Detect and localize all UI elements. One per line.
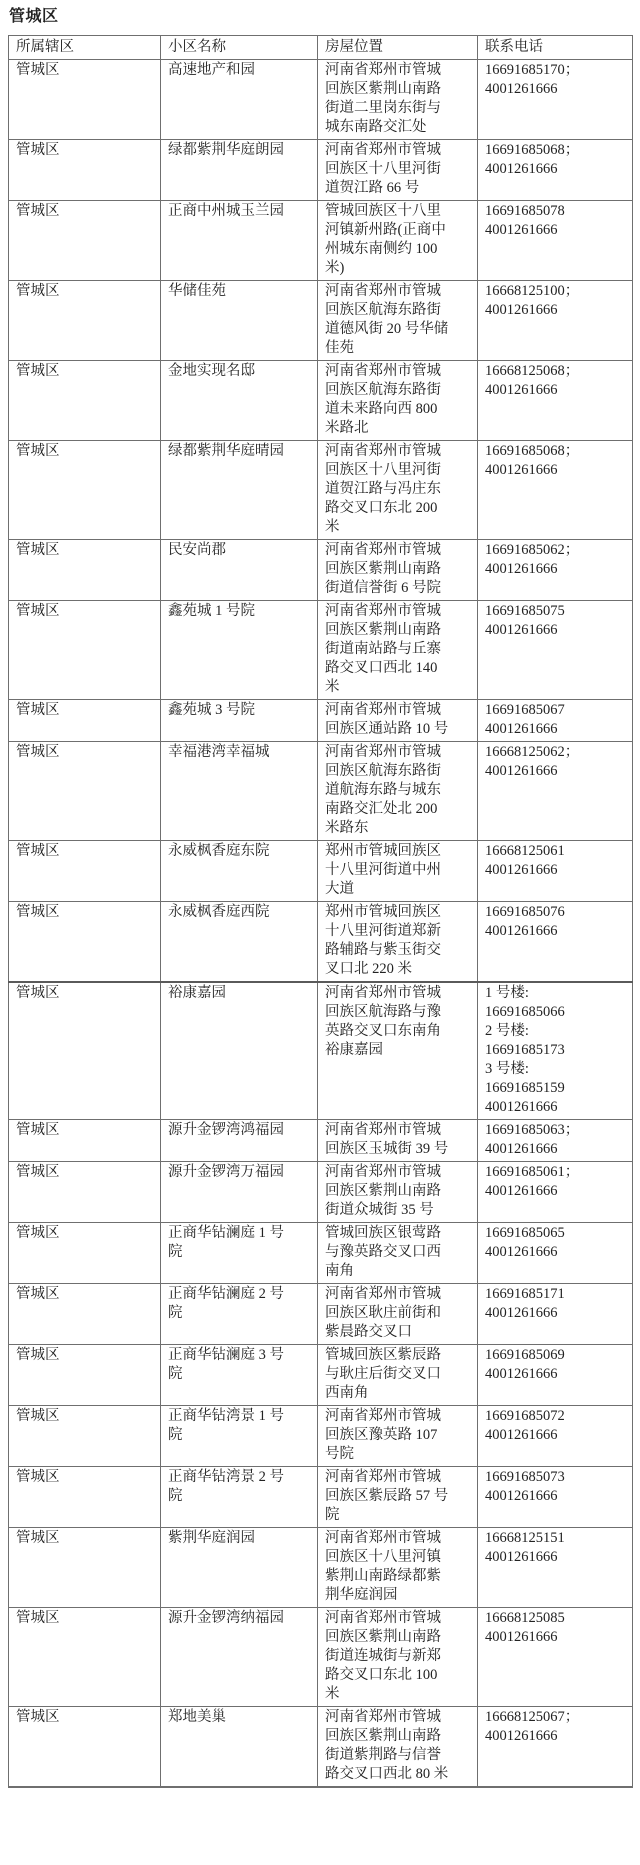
phone-line: 4001261666	[485, 1427, 558, 1443]
phone-line: 4001261666	[485, 1728, 558, 1744]
phone-line: 4001261666	[485, 1488, 558, 1504]
phone-cell	[478, 902, 633, 983]
phone-line: 4001261666	[485, 1629, 558, 1645]
table-row	[9, 1707, 633, 1788]
table-row	[9, 1406, 633, 1467]
table-row	[9, 361, 633, 441]
location-cell: 河南省郑州市管城回族区紫辰路 57 号院	[318, 1467, 478, 1528]
header-cell-community-name: 小区名称	[161, 36, 318, 60]
district-cell: 管城区	[9, 601, 161, 700]
phone-line: 16691685078	[485, 203, 565, 219]
phone-line: 4001261666	[485, 462, 558, 478]
phone-line: 4001261666	[485, 1244, 558, 1260]
phone-cell	[478, 1345, 633, 1406]
community-name-cell: 紫荆华庭润园	[161, 1528, 318, 1608]
phone-cell	[478, 60, 633, 140]
community-name-cell: 正商中州城玉兰园	[161, 201, 318, 281]
location-cell: 河南省郑州市管城回族区十八里河镇紫荆山南路绿都紫荆华庭润园	[318, 1528, 478, 1608]
district-cell: 管城区	[9, 1528, 161, 1608]
phone-line: 4001261666	[485, 923, 558, 939]
table-row	[9, 1467, 633, 1528]
district-cell: 管城区	[9, 700, 161, 742]
community-name-cell: 高速地产和园	[161, 60, 318, 140]
phone-cell	[478, 441, 633, 540]
location-cell: 河南省郑州市管城回族区航海东路街道未来路向西 800 米路北	[318, 361, 478, 441]
phone-line: 16668125151	[485, 1530, 565, 1546]
table-row	[9, 540, 633, 601]
phone-line: 4001261666	[485, 763, 558, 779]
phone-line: 16691685069	[485, 1347, 565, 1363]
table-row	[9, 601, 633, 700]
phone-line: 1 号楼:	[485, 985, 529, 1001]
page-title: 管城区	[9, 8, 59, 25]
location-cell: 河南省郑州市管城回族区航海东路街道航海东路与城东南路交汇处北 200 米路东	[318, 742, 478, 841]
phone-cell	[478, 982, 633, 1120]
location-cell: 管城回族区十八里河镇新州路(正商中州城东南侧约 100 米)	[318, 201, 478, 281]
phone-line: 16691685072	[485, 1408, 565, 1424]
community-name-cell: 绿都紫荆华庭朗园	[161, 140, 318, 201]
district-cell: 管城区	[9, 1467, 161, 1528]
community-name-cell: 民安尚郡	[161, 540, 318, 601]
phone-line: 16668125085	[485, 1610, 565, 1626]
phone-line: 4001261666	[485, 161, 558, 177]
district-cell: 管城区	[9, 441, 161, 540]
location-cell: 河南省郑州市管城回族区耿庄前街和紫晨路交叉口	[318, 1284, 478, 1345]
location-cell: 河南省郑州市管城回族区紫荆山南路街道连城街与新郑路交叉口东北 100 米	[318, 1608, 478, 1707]
district-cell: 管城区	[9, 201, 161, 281]
district-cell: 管城区	[9, 60, 161, 140]
phone-line: 4001261666	[485, 81, 558, 97]
district-cell: 管城区	[9, 1223, 161, 1284]
community-name-cell: 鑫苑城 1 号院	[161, 601, 318, 700]
phone-cell	[478, 281, 633, 361]
phone-line: 3 号楼:	[485, 1061, 529, 1077]
district-cell: 管城区	[9, 1707, 161, 1788]
phone-cell	[478, 1284, 633, 1345]
phone-line: 16691685171	[485, 1286, 565, 1302]
location-cell: 河南省郑州市管城回族区紫荆山南路街道二里岗东街与城东南路交汇处	[318, 60, 478, 140]
community-name-cell: 正商华钻澜庭 2 号院	[161, 1284, 318, 1345]
community-name-cell: 源升金锣湾万福园	[161, 1162, 318, 1223]
location-cell: 河南省郑州市管城回族区通站路 10 号	[318, 700, 478, 742]
district-cell: 管城区	[9, 1162, 161, 1223]
community-name-cell: 正商华钻湾景 1 号院	[161, 1406, 318, 1467]
table-row	[9, 1345, 633, 1406]
table-row	[9, 982, 633, 1120]
table-row	[9, 902, 633, 983]
location-cell: 河南省郑州市管城回族区紫荆山南路街道众城街 35 号	[318, 1162, 478, 1223]
table-row	[9, 201, 633, 281]
phone-cell	[478, 841, 633, 902]
community-name-cell: 永威枫香庭西院	[161, 902, 318, 983]
district-cell: 管城区	[9, 540, 161, 601]
district-cell: 管城区	[9, 1345, 161, 1406]
community-name-cell: 绿都紫荆华庭晴园	[161, 441, 318, 540]
location-cell: 郑州市管城回族区十八里河街道郑新路辅路与紫玉街交叉口北 220 米	[318, 902, 478, 983]
location-cell: 河南省郑州市管城回族区紫荆山南路街道信誉街 6 号院	[318, 540, 478, 601]
location-cell: 郑州市管城回族区十八里河街道中州大道	[318, 841, 478, 902]
district-cell: 管城区	[9, 140, 161, 201]
table-row	[9, 841, 633, 902]
phone-line: 4001261666	[485, 561, 558, 577]
table-row	[9, 441, 633, 540]
phone-line: 4001261666	[485, 382, 558, 398]
location-cell: 河南省郑州市管城回族区紫荆山南路街道紫荆路与信誉路交叉口西北 80 米	[318, 1707, 478, 1788]
phone-line: 16668125061	[485, 843, 565, 859]
phone-cell	[478, 540, 633, 601]
phone-cell	[478, 140, 633, 201]
phone-line: 16691685170；	[485, 62, 580, 78]
location-cell: 管城回族区紫辰路与耿庄后街交叉口西南角	[318, 1345, 478, 1406]
community-name-cell: 幸福港湾幸福城	[161, 742, 318, 841]
phone-cell	[478, 601, 633, 700]
phone-cell	[478, 1162, 633, 1223]
district-cell: 管城区	[9, 361, 161, 441]
phone-cell	[478, 1406, 633, 1467]
district-cell: 管城区	[9, 1406, 161, 1467]
phone-line: 16691685076	[485, 904, 565, 920]
phone-line: 4001261666	[485, 622, 558, 638]
table-row	[9, 1120, 633, 1162]
table-body	[9, 60, 633, 1788]
community-name-cell: 正商华钻澜庭 1 号院	[161, 1223, 318, 1284]
header-cell-district: 所属辖区	[9, 36, 161, 60]
table-row	[9, 1223, 633, 1284]
phone-line: 16691685062；	[485, 542, 580, 558]
phone-line: 16668125067；	[485, 1709, 580, 1725]
location-cell: 河南省郑州市管城回族区玉城街 39 号	[318, 1120, 478, 1162]
phone-cell	[478, 700, 633, 742]
location-cell: 管城回族区银莺路与豫英路交叉口西南角	[318, 1223, 478, 1284]
phone-line: 4001261666	[485, 862, 558, 878]
table-row	[9, 1284, 633, 1345]
community-name-cell: 正商华钻湾景 2 号院	[161, 1467, 318, 1528]
table-row	[9, 60, 633, 140]
location-cell: 河南省郑州市管城回族区航海路与豫英路交叉口东南角裕康嘉园	[318, 982, 478, 1120]
phone-line: 16691685065	[485, 1225, 565, 1241]
community-name-cell: 鑫苑城 3 号院	[161, 700, 318, 742]
community-name-cell: 华储佳苑	[161, 281, 318, 361]
phone-line: 16668125062；	[485, 744, 580, 760]
phone-line: 16691685066	[485, 1004, 565, 1020]
phone-line: 16691685075	[485, 603, 565, 619]
phone-line: 4001261666	[485, 1549, 558, 1565]
phone-cell	[478, 742, 633, 841]
phone-line: 16691685061；	[485, 1164, 580, 1180]
table-header-row	[9, 36, 633, 60]
community-name-cell: 金地实现名邸	[161, 361, 318, 441]
location-cell: 河南省郑州市管城回族区十八里河街道贺江路 66 号	[318, 140, 478, 201]
community-name-cell: 正商华钻澜庭 3 号院	[161, 1345, 318, 1406]
phone-line: 16691685068；	[485, 142, 580, 158]
phone-line: 2 号楼:	[485, 1023, 529, 1039]
community-name-cell: 裕康嘉园	[161, 982, 318, 1120]
district-cell: 管城区	[9, 742, 161, 841]
phone-line: 16691685159	[485, 1080, 565, 1096]
phone-line: 4001261666	[485, 1366, 558, 1382]
table-row	[9, 140, 633, 201]
district-cell: 管城区	[9, 982, 161, 1120]
district-cell: 管城区	[9, 281, 161, 361]
community-name-cell: 郑地美巢	[161, 1707, 318, 1788]
district-cell: 管城区	[9, 1284, 161, 1345]
phone-line: 4001261666	[485, 1183, 558, 1199]
phone-line: 4001261666	[485, 1305, 558, 1321]
district-cell: 管城区	[9, 902, 161, 983]
location-cell: 河南省郑州市管城回族区十八里河街道贺江路与冯庄东路交叉口东北 200 米	[318, 441, 478, 540]
table-row	[9, 1608, 633, 1707]
phone-line: 16691685068；	[485, 443, 580, 459]
phone-cell	[478, 201, 633, 281]
phone-cell	[478, 361, 633, 441]
location-cell: 河南省郑州市管城回族区航海东路街道德风街 20 号华储佳苑	[318, 281, 478, 361]
phone-cell	[478, 1608, 633, 1707]
community-name-cell: 永威枫香庭东院	[161, 841, 318, 902]
community-contact-table	[8, 35, 633, 1788]
phone-cell	[478, 1467, 633, 1528]
community-name-cell: 源升金锣湾纳福园	[161, 1608, 318, 1707]
phone-line: 4001261666	[485, 302, 558, 318]
phone-line: 16691685173	[485, 1042, 565, 1058]
phone-cell	[478, 1707, 633, 1788]
phone-line: 4001261666	[485, 1099, 558, 1115]
table-row	[9, 742, 633, 841]
phone-line: 4001261666	[485, 1141, 558, 1157]
district-cell: 管城区	[9, 1120, 161, 1162]
community-name-cell: 源升金锣湾鸿福园	[161, 1120, 318, 1162]
table-row	[9, 1528, 633, 1608]
location-cell: 河南省郑州市管城回族区豫英路 107 号院	[318, 1406, 478, 1467]
district-cell: 管城区	[9, 1608, 161, 1707]
header-cell-location: 房屋位置	[318, 36, 478, 60]
phone-line: 4001261666	[485, 222, 558, 238]
phone-line: 16691685063；	[485, 1122, 580, 1138]
phone-cell	[478, 1223, 633, 1284]
phone-cell	[478, 1120, 633, 1162]
phone-line: 16668125100；	[485, 283, 580, 299]
phone-line: 4001261666	[485, 721, 558, 737]
phone-line: 16691685067	[485, 702, 565, 718]
location-cell: 河南省郑州市管城回族区紫荆山南路街道南站路与丘寨路交叉口西北 140 米	[318, 601, 478, 700]
table-row	[9, 1162, 633, 1223]
phone-line: 16668125068；	[485, 363, 580, 379]
table-row	[9, 281, 633, 361]
phone-cell	[478, 1528, 633, 1608]
phone-line: 16691685073	[485, 1469, 565, 1485]
district-cell: 管城区	[9, 841, 161, 902]
table-row	[9, 700, 633, 742]
header-cell-phone: 联系电话	[478, 36, 633, 60]
